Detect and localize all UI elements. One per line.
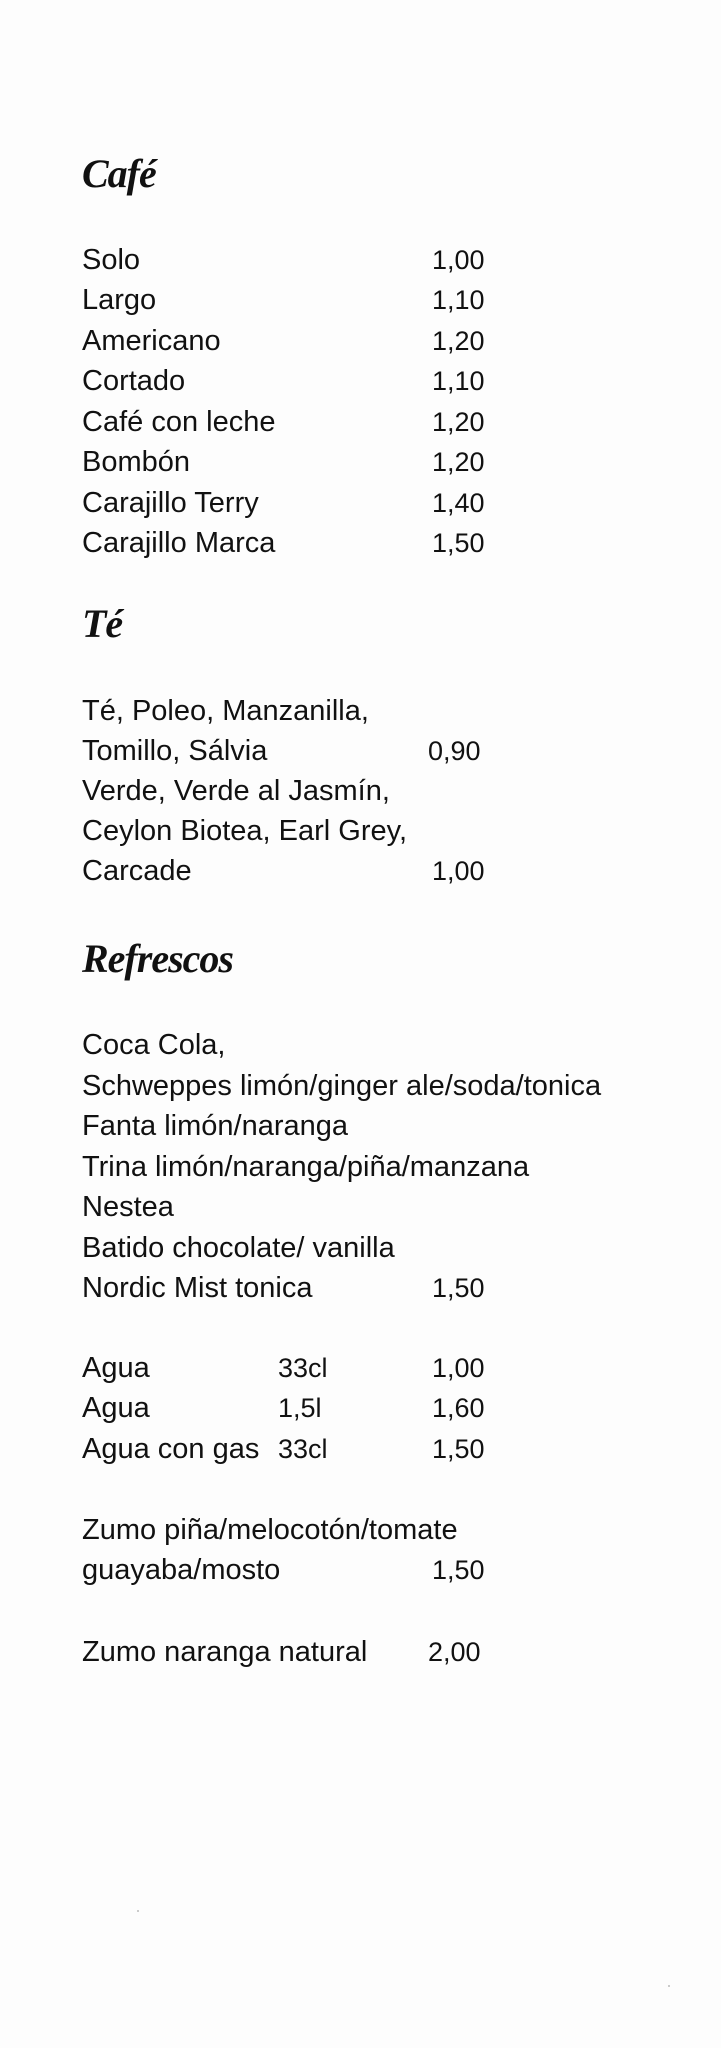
refrescos-line: Batido chocolate/ vanilla <box>82 1232 395 1264</box>
refrescos-line: Trina limón/naranga/piña/manzana <box>82 1151 530 1183</box>
refrescos-line: Nordic Mist tonica <box>82 1272 313 1304</box>
cafe-item-price: 1,20 <box>432 447 485 477</box>
te-price: 1,00 <box>432 856 485 886</box>
te-price: 0,90 <box>428 736 481 766</box>
cafe-item-price: 1,10 <box>432 285 485 315</box>
cafe-item-price: 1,00 <box>432 245 485 275</box>
refrescos-line: Schweppes limón/ginger ale/soda/tonica <box>82 1070 602 1102</box>
cafe-item-price: 1,20 <box>432 407 485 437</box>
te-line: Carcade <box>82 855 192 887</box>
zumo-line: guayaba/mosto <box>82 1554 281 1586</box>
refrescos-line: Coca Cola, <box>82 1029 226 1061</box>
cafe-heading: Café <box>82 151 156 196</box>
cafe-item-name: Café con leche <box>82 406 276 438</box>
cafe-item-name: Solo <box>82 244 141 276</box>
refrescos-price: 1,50 <box>432 1273 485 1303</box>
zumo-naranja-name: Zumo naranga natural <box>82 1636 368 1668</box>
agua-name: Agua <box>82 1352 150 1384</box>
agua-name: Agua con gas <box>82 1433 260 1465</box>
agua-size: 1,5l <box>278 1393 322 1423</box>
agua-size: 33cl <box>278 1353 328 1383</box>
cafe-item-price: 1,20 <box>432 326 485 356</box>
te-line: Tomillo, Sálvia <box>82 735 268 767</box>
cafe-item-name: Carajillo Terry <box>82 487 259 519</box>
te-heading: Té <box>82 601 123 646</box>
cafe-item-name: Bombón <box>82 446 191 478</box>
zumo-line: Zumo piña/melocotón/tomate <box>82 1514 458 1546</box>
agua-name: Agua <box>82 1392 150 1424</box>
agua-price: 1,00 <box>432 1353 485 1383</box>
cafe-item-price: 1,40 <box>432 488 485 518</box>
scan-speck <box>137 1910 139 1912</box>
zumo-price: 1,50 <box>432 1555 485 1585</box>
cafe-item-name: Largo <box>82 284 157 316</box>
cafe-item-price: 1,10 <box>432 366 485 396</box>
agua-price: 1,60 <box>432 1393 485 1423</box>
te-line: Verde, Verde al Jasmín, <box>82 775 390 807</box>
scan-speck <box>668 1985 670 1987</box>
refrescos-line: Nestea <box>82 1191 174 1223</box>
refrescos-line: Fanta limón/naranga <box>82 1110 348 1142</box>
refrescos-heading: Refrescos <box>82 936 233 981</box>
cafe-item-price: 1,50 <box>432 528 485 558</box>
agua-size: 33cl <box>278 1434 328 1464</box>
te-line: Ceylon Biotea, Earl Grey, <box>82 815 408 847</box>
te-line: Té, Poleo, Manzanilla, <box>82 695 369 727</box>
cafe-item-name: Americano <box>82 325 221 357</box>
agua-price: 1,50 <box>432 1434 485 1464</box>
zumo-naranja-price: 2,00 <box>428 1637 481 1667</box>
cafe-item-name: Cortado <box>82 365 186 397</box>
cafe-item-name: Carajillo Marca <box>82 527 276 559</box>
